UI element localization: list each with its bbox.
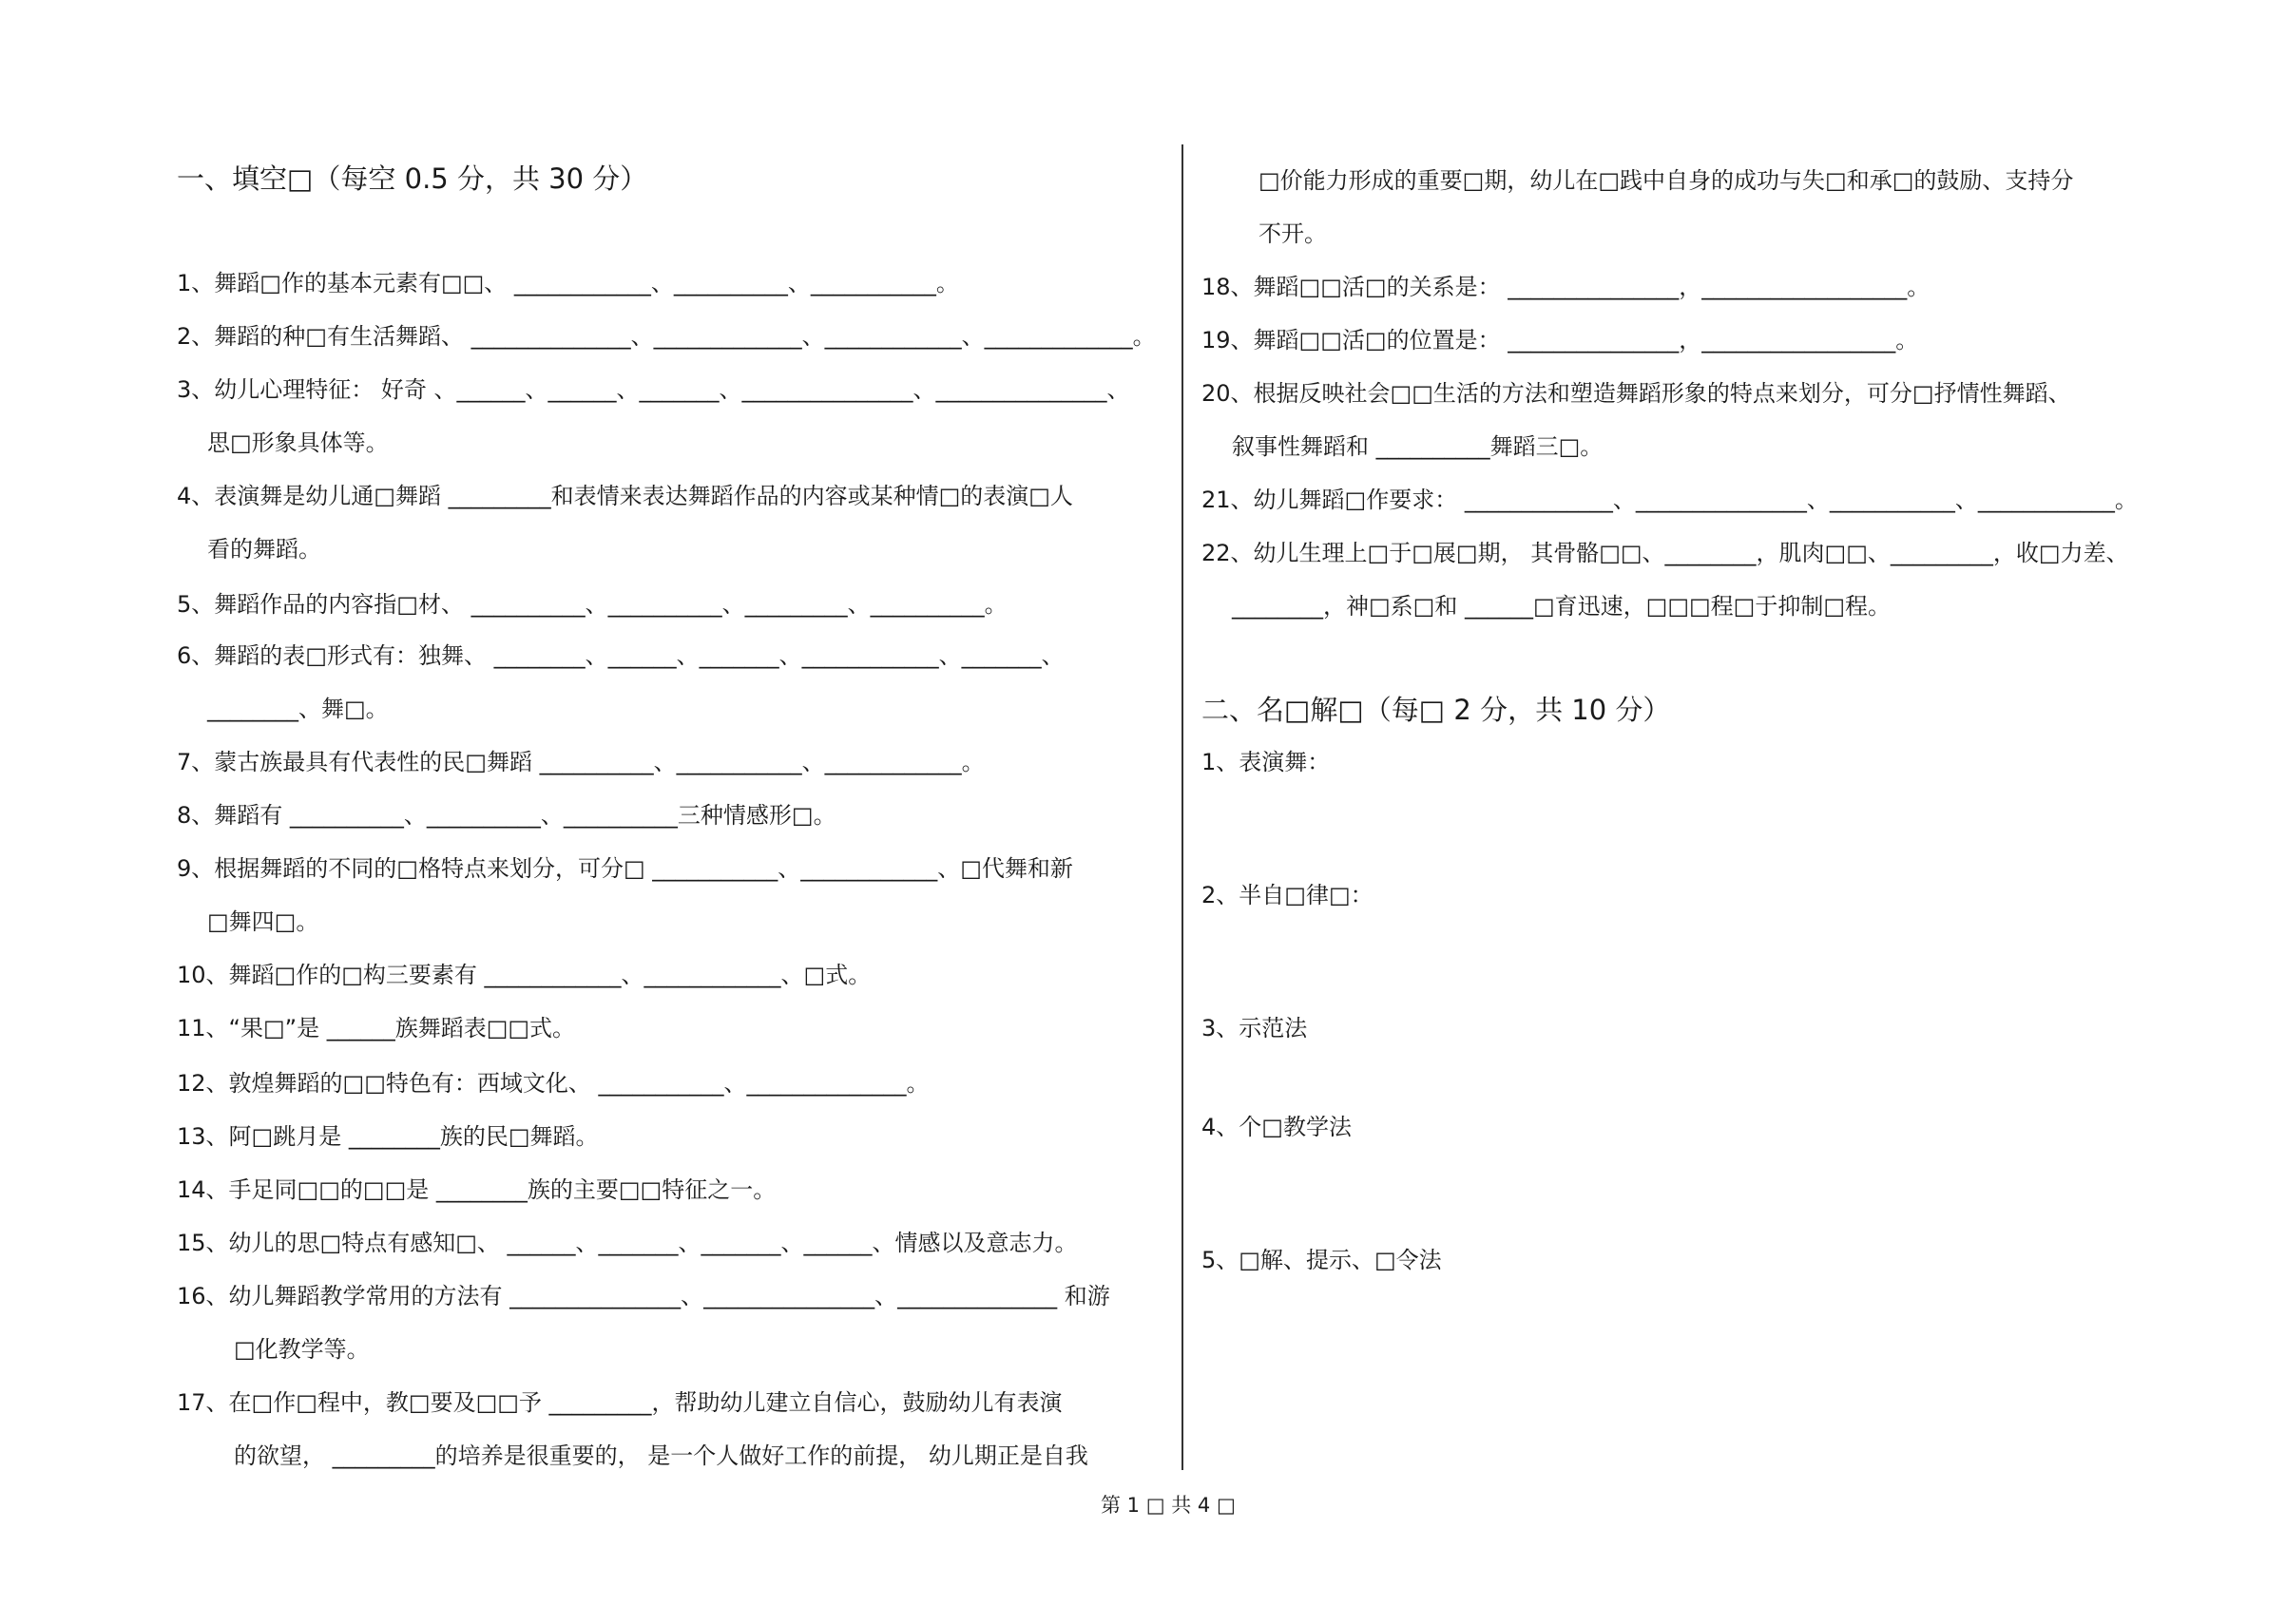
question-line-cont: ________，神□系□和 ______□育迅速，□□□程□于抑制□程。 <box>1232 593 1892 620</box>
question-line: 17、在□作□程中，教□要及□□予 _________，帮助幼儿建立自信心，鼓励幼儿有表演 <box>177 1389 1063 1416</box>
question-line: 12、敦煌舞蹈的□□特色有：西域文化、 ___________、______________。 <box>177 1070 930 1097</box>
definition-item: 2、半自□律□： <box>1201 882 1374 908</box>
question-line: 22、幼儿生理上□于□展□期， 其骨骼□□、________，肌肉□□、_________，收□力差、 <box>1201 540 2129 566</box>
definition-item: 4、个□教学法 <box>1201 1114 1352 1140</box>
page-footer: 第 1 □ 共 4 □ <box>1101 1494 1236 1517</box>
question-line-cont: 思□形象具体等。 <box>207 430 389 456</box>
question-line: 3、幼儿心理特征： 好奇 、______、______、_______、_______________、_______________、 <box>177 376 1130 403</box>
question-line: 19、舞蹈□□活□的位置是： _______________，_________________。 <box>1201 327 1919 353</box>
question-line: 6、舞蹈的表□形式有：独舞、 ________、______、_______、____________、_______、 <box>177 642 1065 669</box>
definition-item: 5、□解、提示、□令法 <box>1201 1247 1442 1273</box>
question-line-cont: 叙事性舞蹈和 __________舞蹈三□。 <box>1232 433 1604 460</box>
question-line-cont: □价能力形成的重要□期，幼儿在□践中自身的成功与失□和承□的鼓励、支持分 <box>1258 167 2074 194</box>
question-line: 2、舞蹈的种□有生活舞蹈、 ______________、_____________、____________、_____________。 <box>177 323 1156 350</box>
definition-item: 3、示范法 <box>1201 1015 1308 1041</box>
question-line: 11、“果□”是 ______族舞蹈表□□式。 <box>177 1015 576 1041</box>
question-line-cont: 看的舞蹈。 <box>207 536 321 563</box>
question-line: 14、手足同□□的□□是 ________族的主要□□特征之一。 <box>177 1176 777 1203</box>
section-1-title: 一、填空□（每空 0.5 分，共 30 分） <box>177 162 648 195</box>
question-line: 1、舞蹈□作的基本元素有□□、 ____________、__________、___________。 <box>177 270 959 296</box>
question-line: 13、阿□跳月是 ________族的民□舞蹈。 <box>177 1123 599 1150</box>
question-line: 9、根据舞蹈的不同的□格特点来划分，可分□ ___________、____________、□代舞和新 <box>177 855 1073 882</box>
question-line: 7、蒙古族最具有代表性的民□舞蹈 __________、___________、____________。 <box>177 749 985 775</box>
question-line: 10、舞蹈□作的□构三要素有 ____________、____________、□式。 <box>177 962 872 988</box>
question-line: 5、舞蹈作品的内容指□材、 __________、__________、_________、__________。 <box>177 591 1008 618</box>
question-line: 18、舞蹈□□活□的关系是： _______________，__________________。 <box>1201 274 1931 300</box>
question-line: 16、幼儿舞蹈教学常用的方法有 _______________、_______________、______________ 和游 <box>177 1283 1110 1309</box>
question-line-cont: □化教学等。 <box>234 1336 370 1363</box>
question-line: 8、舞蹈有 __________、__________、__________三种情感形□。 <box>177 802 836 829</box>
question-line: 4、表演舞是幼儿通□舞蹈 _________和表情来表达舞蹈作品的内容或某种情□的表演□人 <box>177 483 1073 509</box>
question-line-cont: ________、舞□。 <box>207 696 389 722</box>
question-line: 21、幼儿舞蹈□作要求： _____________、_______________、___________、____________。 <box>1201 487 2138 513</box>
question-line-cont: 的欲望， _________的培养是很重要的， 是一个人做好工作的前提， 幼儿期正是自我 <box>234 1442 1088 1469</box>
column-divider <box>1181 144 1183 1470</box>
definition-item: 1、表演舞： <box>1201 749 1331 775</box>
question-line: 15、幼儿的思□特点有感知□、 ______、_______、_______、______、情感以及意志力。 <box>177 1230 1078 1256</box>
question-line-cont: 不开。 <box>1258 220 1327 247</box>
section-2-title: 二、名□解□（每□ 2 分，共 10 分） <box>1201 694 1671 726</box>
question-line: 20、根据反映社会□□生活的方法和塑造舞蹈形象的特点来划分，可分□抒情性舞蹈、 <box>1201 380 2071 407</box>
question-line-cont: □舞四□。 <box>207 908 319 935</box>
